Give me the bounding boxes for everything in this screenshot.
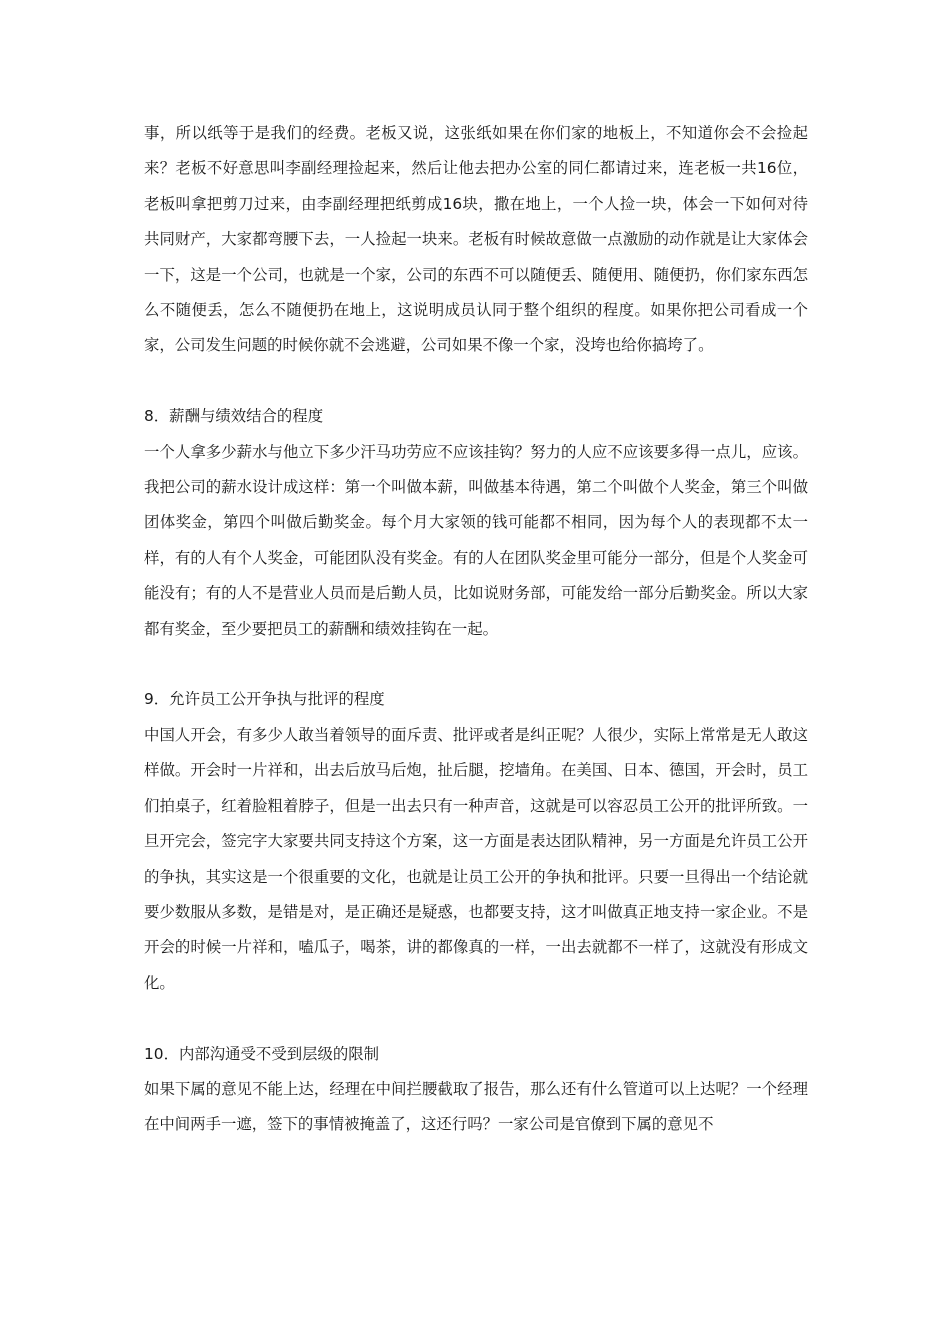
section-spacer	[144, 647, 808, 682]
section-8	[144, 399, 808, 647]
section-spacer	[144, 364, 808, 399]
section-spacer	[144, 1001, 808, 1036]
section-heading: 9．允许员工公开争执与批评的程度	[144, 690, 385, 709]
intro-paragraph: 事，所以纸等于是我们的经费。老板又说，这张纸如果在你们家的地板上，不知道你会不会捡起来？老板不好意思叫李副经理捡起来，然后让他去把办公室的同仁都请过来，连老板一共16位，老板叫拿把剪刀过来，由李副经理把纸剪成16块，撒在地上，一个人捡一块，体会一下如何对待共同财产，大家都弯腰下去，一人捡起一块来。老板有时候故意做一点激励的动作就是让大家体会一下，这是一个公司，也就是一个家，公司的东西不可以随便丢、随便用、随便扔，你们家东西怎么不随便丢，怎么不随便扔在地上，这说明成员认同于整个组织的程度。如果你把公司看成一个家，公司发生问题的时候你就不会逃避，公司如果不像一个家，没垮也给你搞垮了。	[144, 124, 808, 355]
section-paragraph: 如果下属的意见不能上达，经理在中间拦腰截取了报告，那么还有什么管道可以上达呢？一个经理在中间两手一遮，签下的事情被掩盖了，这还行吗？一家公司是官僚到下属的意见不	[144, 1079, 808, 1134]
section-10	[144, 1037, 808, 1143]
section-heading: 10．内部沟通受不受到层级的限制	[144, 1044, 380, 1063]
document-body	[144, 116, 808, 1143]
section-heading: 8．薪酬与绩效结合的程度	[144, 407, 324, 426]
section-9	[144, 682, 808, 1001]
section-paragraph: 中国人开会，有多少人敢当着领导的面斥责、批评或者是纠正呢？人很少，实际上常常是无人敢这样做。开会时一片祥和，出去后放马后炮，扯后腿，挖墙角。在美国、日本、德国，开会时，员工们拍桌子，红着脸粗着脖子，但是一出去只有一种声音，这就是可以容忍员工公开的批评所致。一旦开完会，签完字大家要共同支持这个方案，这一方面是表达团队精神，另一方面是允许员工公开的争执，其实这是一个很重要的文化，也就是让员工公开的争执和批评。只要一旦得出一个结论就要少数服从多数，是错是对，是正确还是疑惑，也都要支持，这才叫做真正地支持一家企业。不是开会的时候一片祥和，嗑瓜子，喝茶，讲的都像真的一样，一出去就都不一样了，这就没有形成文化。	[144, 725, 808, 992]
section-paragraph: 一个人拿多少薪水与他立下多少汗马功劳应不应该挂钩？努力的人应不应该要多得一点儿，应该。我把公司的薪水设计成这样：第一个叫做本薪，叫做基本待遇，第二个叫做个人奖金，第三个叫做团体奖金，第四个叫做后勤奖金。每个月大家领的钱可能都不相同，因为每个人的表现都不太一样，有的人有个人奖金，可能团队没有奖金。有的人在团队奖金里可能分一部分，但是个人奖金可能没有；有的人不是营业人员而是后勤人员，比如说财务部，可能发给一部分后勤奖金。所以大家都有奖金，至少要把员工的薪酬和绩效挂钩在一起。	[144, 442, 808, 638]
